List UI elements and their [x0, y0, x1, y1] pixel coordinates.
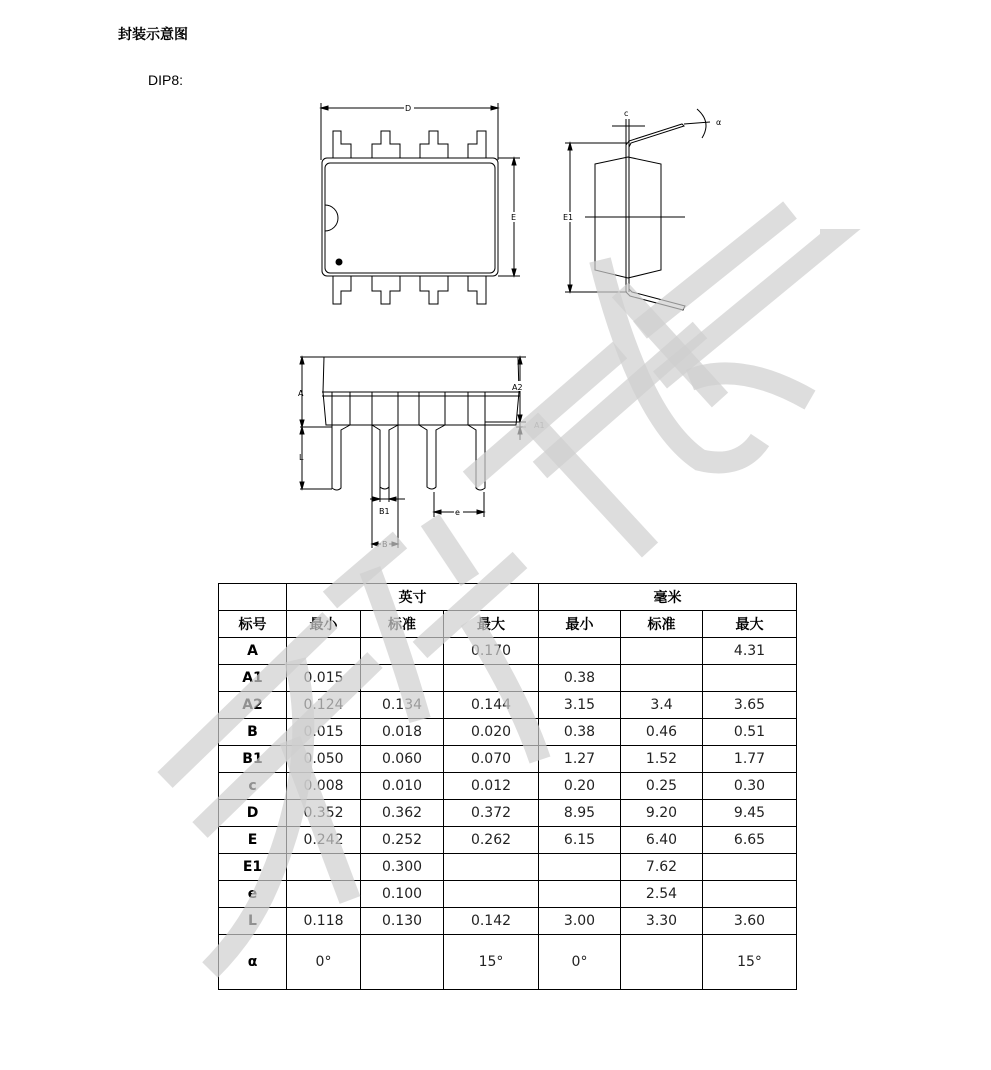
package-label: DIP8: [148, 72, 184, 88]
cell-in-nom: 0.134 [361, 692, 444, 719]
cell-in-nom: 0.252 [361, 827, 444, 854]
cell-symbol: A2 [219, 692, 287, 719]
dim-label-b: B [382, 540, 388, 549]
top-view [321, 103, 520, 304]
cell-in-min [287, 638, 361, 665]
col-header-inch-min: 最小 [287, 611, 361, 638]
cell-symbol: B [219, 719, 287, 746]
cell-mm-max: 15° [703, 935, 797, 990]
table-row [219, 773, 797, 800]
cell-in-nom: 0.010 [361, 773, 444, 800]
cell-mm-min: 3.00 [539, 908, 621, 935]
dim-label-c: c [624, 109, 629, 118]
col-header-mm-max: 最大 [703, 611, 797, 638]
cell-in-max [444, 665, 539, 692]
cell-in-min: 0.118 [287, 908, 361, 935]
table-row [219, 827, 797, 854]
dim-label-d: D [405, 104, 412, 113]
cell-mm-min: 0.38 [539, 665, 621, 692]
cell-in-nom [361, 638, 444, 665]
dimension-table [218, 583, 797, 990]
cell-mm-nom [621, 638, 703, 665]
cell-mm-min: 0.38 [539, 719, 621, 746]
section-title: 封装示意图 [118, 27, 188, 43]
cell-mm-min [539, 881, 621, 908]
cell-mm-nom: 1.52 [621, 746, 703, 773]
table-row [219, 719, 797, 746]
cell-mm-max: 0.30 [703, 773, 797, 800]
table-row [219, 881, 797, 908]
table-row [219, 935, 797, 990]
cell-in-min: 0° [287, 935, 361, 990]
cell-in-nom [361, 665, 444, 692]
cell-symbol: E [219, 827, 287, 854]
col-header-symbol: 标号 [219, 611, 287, 638]
header-blank [219, 584, 287, 611]
cell-in-max [444, 854, 539, 881]
cell-symbol: e [219, 881, 287, 908]
dim-label-e: E [511, 213, 517, 222]
header-inch: 英寸 [287, 584, 539, 611]
table-row [219, 800, 797, 827]
cell-in-max: 0.144 [444, 692, 539, 719]
cell-symbol: A1 [219, 665, 287, 692]
cell-mm-nom: 6.40 [621, 827, 703, 854]
cell-in-nom: 0.018 [361, 719, 444, 746]
cell-in-max: 15° [444, 935, 539, 990]
cell-mm-nom: 9.20 [621, 800, 703, 827]
cell-mm-max: 3.65 [703, 692, 797, 719]
col-header-mm-nom: 标准 [621, 611, 703, 638]
col-header-inch-nom: 标准 [361, 611, 444, 638]
front-view [298, 357, 545, 549]
cell-mm-nom: 0.46 [621, 719, 703, 746]
cell-mm-max: 1.77 [703, 746, 797, 773]
cell-mm-nom: 3.30 [621, 908, 703, 935]
cell-symbol: α [219, 935, 287, 990]
cell-in-max: 0.262 [444, 827, 539, 854]
cell-mm-max: 9.45 [703, 800, 797, 827]
cell-mm-max: 0.51 [703, 719, 797, 746]
cell-mm-nom: 7.62 [621, 854, 703, 881]
cell-in-nom: 0.130 [361, 908, 444, 935]
cell-symbol: E1 [219, 854, 287, 881]
cell-mm-nom: 0.25 [621, 773, 703, 800]
cell-mm-nom [621, 935, 703, 990]
cell-in-max: 0.170 [444, 638, 539, 665]
cell-in-min: 0.242 [287, 827, 361, 854]
cell-symbol: B1 [219, 746, 287, 773]
dim-label-e1: E1 [563, 213, 574, 222]
cell-mm-max: 3.60 [703, 908, 797, 935]
cell-symbol: A [219, 638, 287, 665]
dim-label-a: A [298, 389, 304, 398]
cell-in-max: 0.020 [444, 719, 539, 746]
cell-in-nom: 0.300 [361, 854, 444, 881]
cell-mm-min: 3.15 [539, 692, 621, 719]
cell-in-min [287, 881, 361, 908]
cell-in-min: 0.124 [287, 692, 361, 719]
cell-in-max: 0.070 [444, 746, 539, 773]
table-row [219, 692, 797, 719]
cell-mm-max [703, 881, 797, 908]
cell-mm-min [539, 638, 621, 665]
cell-in-nom: 0.362 [361, 800, 444, 827]
table-group-header-row [219, 584, 797, 611]
cell-in-max: 0.372 [444, 800, 539, 827]
cell-in-max [444, 881, 539, 908]
side-view [563, 109, 721, 310]
cell-mm-min: 0° [539, 935, 621, 990]
cell-in-min: 0.008 [287, 773, 361, 800]
cell-mm-min: 8.95 [539, 800, 621, 827]
cell-in-min: 0.050 [287, 746, 361, 773]
cell-mm-min: 6.15 [539, 827, 621, 854]
cell-in-max: 0.142 [444, 908, 539, 935]
cell-in-min: 0.015 [287, 665, 361, 692]
cell-symbol: L [219, 908, 287, 935]
cell-mm-max [703, 854, 797, 881]
dim-label-pitch: e [455, 508, 460, 517]
cell-mm-nom: 3.4 [621, 692, 703, 719]
cell-symbol: c [219, 773, 287, 800]
col-header-inch-max: 最大 [444, 611, 539, 638]
cell-in-nom [361, 935, 444, 990]
table-row [219, 854, 797, 881]
header-mm: 毫米 [539, 584, 797, 611]
table-row [219, 665, 797, 692]
cell-mm-max: 6.65 [703, 827, 797, 854]
dim-label-b1: B1 [379, 507, 390, 516]
cell-in-nom: 0.060 [361, 746, 444, 773]
cell-symbol: D [219, 800, 287, 827]
cell-in-nom: 0.100 [361, 881, 444, 908]
dim-label-a2: A2 [512, 383, 523, 392]
table-row [219, 908, 797, 935]
cell-mm-min: 0.20 [539, 773, 621, 800]
cell-in-min: 0.352 [287, 800, 361, 827]
cell-mm-nom: 2.54 [621, 881, 703, 908]
cell-mm-nom [621, 665, 703, 692]
cell-in-min [287, 854, 361, 881]
table-row [219, 746, 797, 773]
cell-in-min: 0.015 [287, 719, 361, 746]
col-header-mm-min: 最小 [539, 611, 621, 638]
cell-mm-min [539, 854, 621, 881]
dim-label-a1: A1 [534, 421, 545, 430]
cell-mm-max [703, 665, 797, 692]
dim-label-alpha: α [716, 118, 722, 127]
cell-in-max: 0.012 [444, 773, 539, 800]
dim-label-l: L [299, 453, 304, 462]
table-row [219, 638, 797, 665]
cell-mm-min: 1.27 [539, 746, 621, 773]
cell-mm-max: 4.31 [703, 638, 797, 665]
table-column-header-row [219, 611, 797, 638]
